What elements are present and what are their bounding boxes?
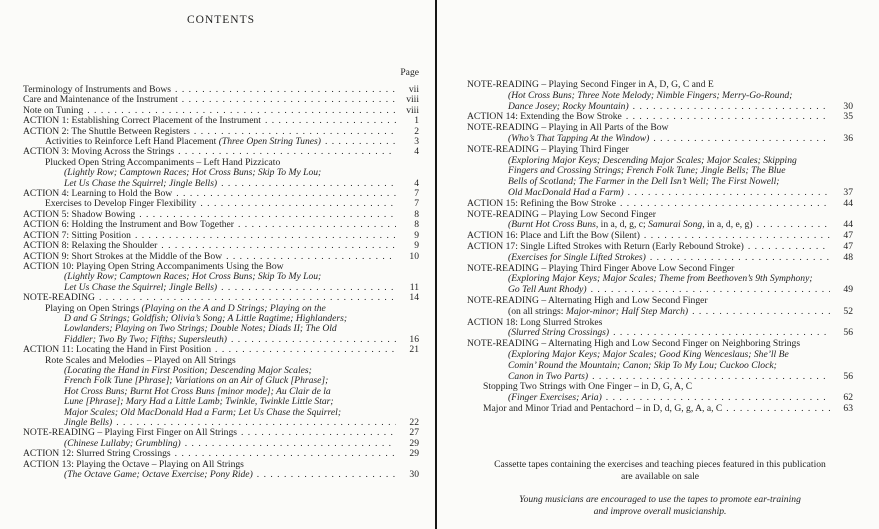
page-number: 8 [414,219,419,231]
toc-entry-text [483,404,722,415]
toc-text-run-italic: Dance Josey; Rocky Mountain) [508,100,629,112]
toc-text-run: in a, d, g, c; [598,219,649,231]
toc-text-run: ACTION 12: Slurred String Crossings [23,448,171,460]
toc-text-run-italic: Samurai Song, [648,219,705,231]
toc-text-run-italic: Let Us Chase the Squirrel; Jingle Bells) [64,281,218,293]
dot-leader [265,116,396,126]
toc-text-run: NOTE-READING – Playing Low Second Finger [467,208,656,220]
tagline-line: and improve overall musicianship. [593,506,727,518]
toc-text-run-italic: Bells of Scotland; The Farmer in the Dell Isn’t Well; The First Nowell; [508,176,780,188]
toc-text-run-italic: (Three Open String Tunes) [218,136,321,148]
toc-text-run-italic: Hot Cross Buns; Burnt Hot Cross Buns [minor mode]; Au Clair de la [64,385,331,397]
page-number: 62 [843,392,853,404]
page-number: viii [406,104,419,116]
page-number: 27 [409,427,419,439]
dot-leader [748,242,830,253]
page-number: 44 [843,219,853,231]
toc-text-run: NOTE-READING – Alternating High and Low Second Finger on Neighboring Strings [467,338,801,350]
page-number: 3 [414,136,419,148]
toc-text-run: NOTE-READING – Playing in All Parts of the Bow [467,122,669,134]
dot-leader [175,85,396,95]
page-number: 21 [409,344,419,356]
toc-text-run-italic: French Folk Tune [Phrase]; Variations on an Air of Gluck [Phrase]; [64,375,329,387]
toc-entry-text [64,470,253,480]
toc-text-run-italic: Old MacDonald Had a Farm) [508,186,624,198]
toc-text-run-italic: (Finger Exercises; Aria) [508,392,602,404]
dot-leader [182,95,396,105]
page-gutter-divider [435,0,437,529]
toc-text-run-italic: (Burnt Hot Cross Buns, [508,219,599,231]
toc-text-run-italic: (Exploring Major Keys; Descending Major Scales; Major Scales; Skipping [508,154,797,166]
toc-text-run: ACTION 18: Long Slurred Strokes [467,316,603,328]
page-number: 1 [414,115,419,127]
page-number: 7 [414,198,419,210]
toc-text-run: ACTION 13: Playing the Octave – Playing on All Strings [23,458,244,470]
page-number: 29 [409,448,419,460]
toc-text-run: Exercises to Develop Finger Flexibility [45,198,197,210]
notice-line: Cassette tapes containing the exercises and teaching pieces featured in this publication [494,458,826,470]
toc-text-run: ACTION 16: Place and Lift the Bow (Silent) [467,230,640,242]
toc-entry [467,404,853,415]
page-number: 11 [409,281,419,293]
toc-text-run-italic: (Exploring Major Keys; Major Scales; Good King Wenceslaus; She’ll Be [508,348,789,360]
dot-leader [633,102,830,113]
toc-text-run: NOTE-READING – Playing Third Finger Above Low Second Finger [467,262,735,274]
page-number: 44 [843,197,853,209]
page-number: 4 [414,177,419,189]
toc-text-run-italic: (Slurred String Crossings) [508,327,610,339]
page-number: 2 [414,125,419,137]
toc-text-run: Terminology of Instruments and Bows [23,84,172,95]
toc-text-run: NOTE-READING – Playing Second Finger in A, D, G, C and E [467,79,714,90]
toc-text-run-italic: (Lightly Row; Camptown Races; Hot Cross Buns; Skip To My Lou; [64,167,322,179]
toc-text-run-italic: (Chinese Lullaby; Grumbling) [64,437,181,449]
toc-text-run: ACTION 5: Shadow Bowing [23,208,136,220]
page-number: viii [406,94,419,106]
footer [467,459,853,519]
toc-text-run-italic: Let Us Chase the Squirrel; Jingle Bells) [64,177,218,189]
cassette-notice [467,459,853,484]
page-number: 52 [843,305,853,317]
page-number: 48 [843,251,853,263]
page-number: 16 [409,333,419,345]
notice-line: are available on sale [620,471,700,483]
dot-leader [692,307,830,318]
toc-text-run: ACTION 11: Locating the Hand in First Position [23,344,212,356]
toc-text-run-italic: (Hot Cross Buns; Three Note Melody; Nimble Fingers; Merry-Go-Round; [508,89,793,101]
dot-leader [726,404,830,415]
toc-text-run: Rote Scales and Melodies – Played on All Strings [45,354,236,366]
page-column-label: Page [400,67,419,78]
page-number: 14 [409,292,419,304]
page-number: 36 [843,132,853,144]
toc-text-run: Playing on Open Strings [45,302,142,314]
toc-text-run-italic: (The Octave Game; Octave Exercise; Pony Ride) [64,469,253,481]
dot-leader [653,134,830,145]
toc-text-run: ACTION 17: Single Lifted Strokes with Return (Early Rebound Stroke) [467,240,744,252]
toc-text-run-italic: Jingle Bells) [64,417,113,428]
dot-leader [215,345,396,355]
toc-text-run-italic: Major-minor; Half Step March) [565,305,689,317]
toc-text-run-italic: Fiddler; Two By Two; Fifths; Supersleuth) [64,333,227,345]
page-number: 7 [414,188,419,200]
toc-entry [23,470,419,480]
dot-leader [221,179,396,189]
page-number: 35 [843,111,853,123]
left-page [23,0,419,480]
toc-text-run: Plucked Open String Accompaniments – Left Hand Pizzicato [45,156,281,168]
dot-leader [628,188,830,199]
toc-text-run: ACTION 4: Learning to Hold the Bow [23,188,173,200]
toc-text-run: ACTION 7: Sitting Position [23,229,131,241]
toc-text-run: in a, d, e, g) [704,219,753,231]
toc-text-run-italic: (Lightly Row; Camptown Races; Hot Cross Buns; Skip To My Lou; [64,271,322,283]
page-number: vii [408,84,419,95]
page-number: 37 [843,186,853,198]
page-number: 56 [843,370,853,382]
page-number: 56 [843,327,853,339]
page-number: 10 [409,250,419,262]
toc-text-run: Care and Maintenance of the Instrument [23,94,178,106]
tagline-line: Young musicians are encouraged to use the tapes to promote ear-training [519,493,801,505]
toc-text-run-italic: Lowlanders; Playing on Two Strings; Double Notes; Diads II; The Old [64,323,337,335]
toc-text-run-italic: (Exploring Major Keys; Major Scales; Theme from Beethoven’s 9th Symphony; [508,273,813,285]
toc-text-run-italic: (Who’s That Tapping At the Window) [508,132,650,144]
page-number: 47 [843,240,853,252]
toc-text-run: ACTION 14: Extending the Bow Stroke [467,111,622,123]
toc-text-run-italic: Major Scales; Old MacDonald Had a Farm; Let Us Chase the Squirrel; [64,406,342,418]
page-number: 22 [409,417,419,428]
toc-text-run-italic: Fingers and Crossing Strings; French Folk Tune; Jingle Bells; The Blue [508,165,786,177]
toc-text-run-italic: Go Tell Aunt Rhody) [508,284,587,296]
dot-leader [257,470,396,480]
dot-leader [221,283,396,293]
toc-text-run: ACTION 6: Holding the Instrument and Bow Together [23,219,234,231]
page-number: 9 [414,229,419,241]
toc-text-run: NOTE-READING – Playing Third Finger [467,143,629,155]
tagline [467,494,853,519]
page-number: 47 [843,230,853,242]
toc-text-run-italic: Comin’ Round the Mountain; Canon; Skip To My Lou; Cuckoo Clock; [508,359,777,371]
toc-text-run: ACTION 3: Moving Across the Strings [23,146,175,158]
page-number: 30 [409,469,419,481]
toc-text-run: (on all strings: [508,305,566,317]
dot-leader [757,220,830,231]
page-number: 9 [414,240,419,252]
left-toc-entries [23,85,419,480]
toc-text-run: Major and Minor Triad and Pentachord – in D, d, G, g, A, a, C [483,402,723,414]
dot-leader [135,231,396,241]
page-number: 63 [843,402,853,414]
toc-text-run: Note on Tuning [23,104,84,116]
toc-text-run: ACTION 9: Short Strokes at the Middle of the Bow [23,250,223,262]
toc-text-run: ACTION 8: Relaxing the Shoulder [23,240,158,252]
toc-text-run: NOTE-READING – Alternating High and Low Second Finger [467,294,708,306]
toc-text-run-italic: (Playing on the A and D Strings; Playing on the [141,302,326,314]
dot-leader [325,137,396,147]
contents-title: CONTENTS [186,14,256,26]
toc-text-run-italic: Canon in Two Parts) [508,370,589,382]
toc-text-run-italic: Lune [Phrase]; Mary Had a Little Lamb; Twinkle, Twinkle Little Star; [64,396,334,408]
page-number: 49 [843,284,853,296]
page-number: 8 [414,208,419,220]
page-number: 4 [414,146,419,158]
toc-text-run: ACTION 2: The Shuttle Between Registers [23,125,190,137]
dot-leader [176,189,396,199]
dot-leader [200,199,396,209]
dot-leader [231,335,396,345]
page-number: 29 [409,437,419,449]
toc-text-run: Activities to Reinforce Left Hand Placement [45,136,219,148]
toc-text-run: ACTION 1: Establishing Correct Placement of the Instrument [23,115,261,127]
dot-leader [238,220,396,230]
toc-text-run: NOTE-READING – Playing First Finger on All Strings [23,427,237,439]
toc-text-run-italic: (Exercises for Single Lifted Strokes) [508,251,646,263]
right-page [467,0,853,519]
toc-text-run: NOTE-READING [23,292,95,304]
toc-text-run: Stopping Two Strings with One Finger – in D, G, A, C [483,381,693,393]
right-toc-entries [467,80,853,415]
toc-text-run-italic: D and G Strings; Goldfish; Olivia’s Song; A Little Ragtime; Highlanders; [64,312,348,324]
toc-text-run: ACTION 10: Playing Open String Accompaniments Using the Bow [23,260,284,272]
toc-text-run-italic: (Locating the Hand in First Position; Descending Major Scales; [64,364,312,376]
dot-leader [241,428,396,438]
dot-leader [185,439,396,449]
toc-text-run: ACTION 15: Refining the Bow Stroke [467,197,616,209]
page-number: 30 [843,100,853,112]
